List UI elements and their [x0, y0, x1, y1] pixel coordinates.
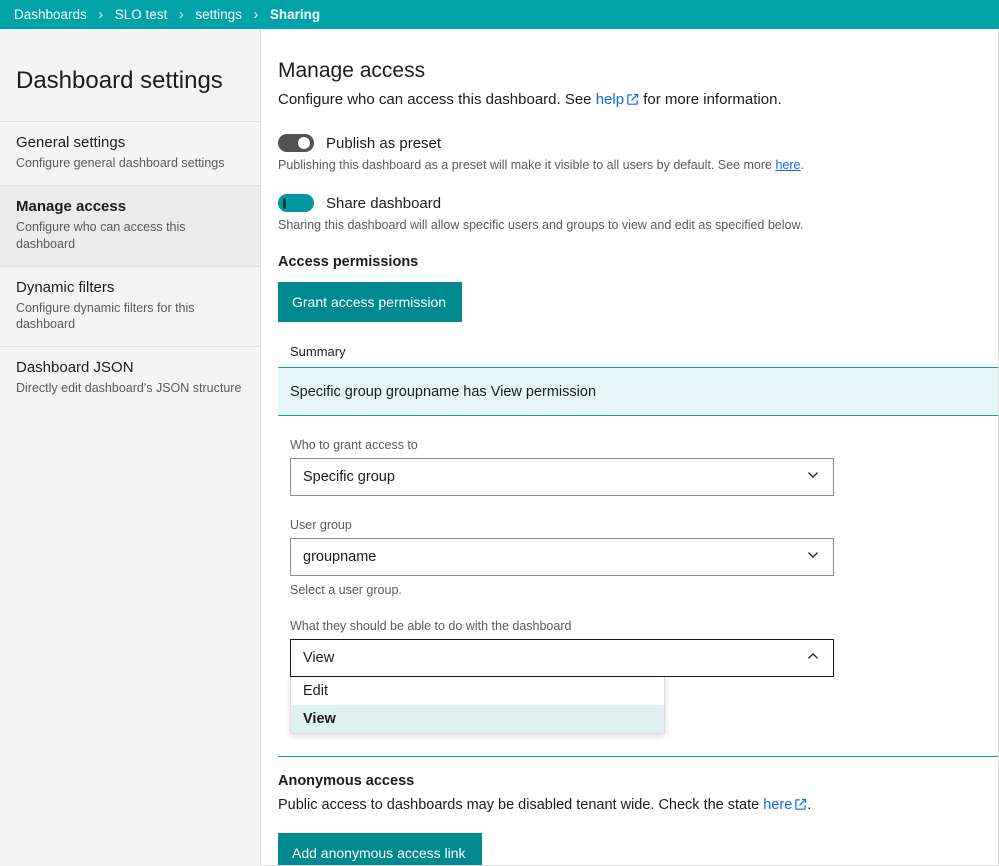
who-to-grant-field — [290, 438, 999, 496]
anonymous-access-state-link[interactable]: here — [763, 797, 793, 813]
page-subtitle-text-after: for more information. — [639, 91, 782, 108]
sidebar-item-description: Configure dynamic filters for this dashboard — [16, 300, 195, 331]
help-link[interactable]: help — [595, 91, 625, 108]
sidebar-item-description: Configure general dashboard settings — [16, 156, 225, 170]
external-link-icon — [794, 798, 807, 815]
permission-option-view[interactable]: View — [291, 705, 664, 733]
toggle-knob — [283, 198, 286, 209]
who-to-grant-label: Who to grant access to — [290, 438, 418, 452]
who-to-grant-value: Specific group — [303, 469, 395, 485]
page-subtitle — [278, 91, 999, 110]
sidebar-item-label: Manage access — [16, 198, 127, 216]
breadcrumb-item-dashboards[interactable]: Dashboards — [14, 7, 87, 22]
sidebar-item-description: Configure who can access this dashboard — [16, 220, 186, 251]
breadcrumb-separator-icon: › — [178, 6, 184, 23]
settings-sidebar — [0, 29, 261, 866]
sidebar-item-label: Dynamic filters — [16, 278, 115, 296]
user-group-value: groupname — [303, 549, 377, 565]
chevron-down-icon — [805, 467, 821, 487]
permission-form — [278, 416, 999, 734]
anonymous-access-title: Anonymous access — [278, 773, 415, 789]
permission-level-value: View — [303, 650, 335, 666]
sidebar-item-manage-access[interactable] — [0, 185, 260, 266]
publish-as-preset-label: Publish as preset — [326, 134, 442, 152]
page-subtitle-text-before: Configure who can access this dashboard. See — [278, 91, 596, 108]
breadcrumb-item-slo-test[interactable]: SLO test — [114, 7, 168, 22]
user-group-help: Select a user group. — [290, 583, 402, 597]
breadcrumb — [0, 0, 999, 29]
publish-help-link[interactable]: here — [775, 158, 801, 172]
main-content — [261, 29, 999, 866]
sidebar-item-description: Directly edit dashboard's JSON structure — [16, 381, 242, 396]
toggle-knob — [298, 137, 310, 149]
publish-help-before: Publishing this dashboard as a preset will make it visible to all users by default. See more — [278, 158, 776, 172]
grant-access-permission-button[interactable]: Grant access permission — [278, 282, 462, 322]
breadcrumb-separator-icon: › — [253, 6, 259, 23]
user-group-label: User group — [290, 518, 352, 532]
permission-option-edit[interactable]: Edit — [303, 683, 328, 699]
anon-desc-before: Public access to dashboards may be disabled tenant wide. Check the state — [278, 797, 764, 813]
page-layout — [0, 29, 999, 866]
publish-as-preset-help — [278, 158, 999, 172]
access-permissions-title: Access permissions — [278, 254, 419, 270]
permission-level-select[interactable] — [290, 639, 834, 677]
anonymous-access-section — [278, 757, 999, 866]
sidebar-item-dashboard-json[interactable] — [0, 346, 260, 410]
publish-help-after: . — [800, 158, 804, 172]
external-link-icon — [626, 93, 639, 110]
permission-level-field — [290, 619, 999, 734]
share-dashboard-toggle[interactable] — [278, 194, 314, 212]
anon-desc-after: . — [807, 797, 812, 813]
user-group-field — [290, 518, 999, 597]
share-dashboard-label: Share dashboard — [326, 194, 442, 212]
add-anonymous-access-link-button[interactable]: Add anonymous access link — [278, 833, 482, 866]
sidebar-item-label: General settings — [16, 134, 126, 151]
anonymous-access-description — [278, 797, 999, 815]
page-title: Manage access — [278, 59, 426, 82]
share-dashboard-help: Sharing this dashboard will allow specific users and groups to view and edit as specified below. — [278, 218, 804, 232]
permission-summary-row[interactable] — [278, 367, 999, 416]
permission-summary-text: Specific group groupname has View permission — [290, 383, 597, 400]
user-group-select[interactable] — [290, 538, 834, 576]
share-dashboard-row — [278, 194, 999, 212]
sidebar-item-general-settings[interactable] — [0, 121, 260, 185]
breadcrumb-separator-icon: › — [98, 6, 104, 23]
permission-level-label: What they should be able to do with the dashboard — [290, 619, 572, 633]
publish-as-preset-toggle[interactable] — [278, 134, 314, 152]
permission-level-options — [290, 677, 665, 734]
breadcrumb-item-settings[interactable]: settings — [195, 7, 242, 22]
sidebar-item-label: Dashboard JSON — [16, 359, 134, 377]
who-to-grant-select[interactable] — [290, 458, 834, 496]
chevron-up-icon — [805, 648, 821, 668]
sidebar-title: Dashboard settings — [16, 67, 223, 94]
summary-label: Summary — [290, 344, 346, 359]
chevron-down-icon — [805, 547, 821, 567]
sidebar-item-dynamic-filters[interactable] — [0, 266, 260, 347]
publish-as-preset-row — [278, 134, 999, 152]
breadcrumb-item-sharing[interactable]: Sharing — [269, 7, 321, 22]
